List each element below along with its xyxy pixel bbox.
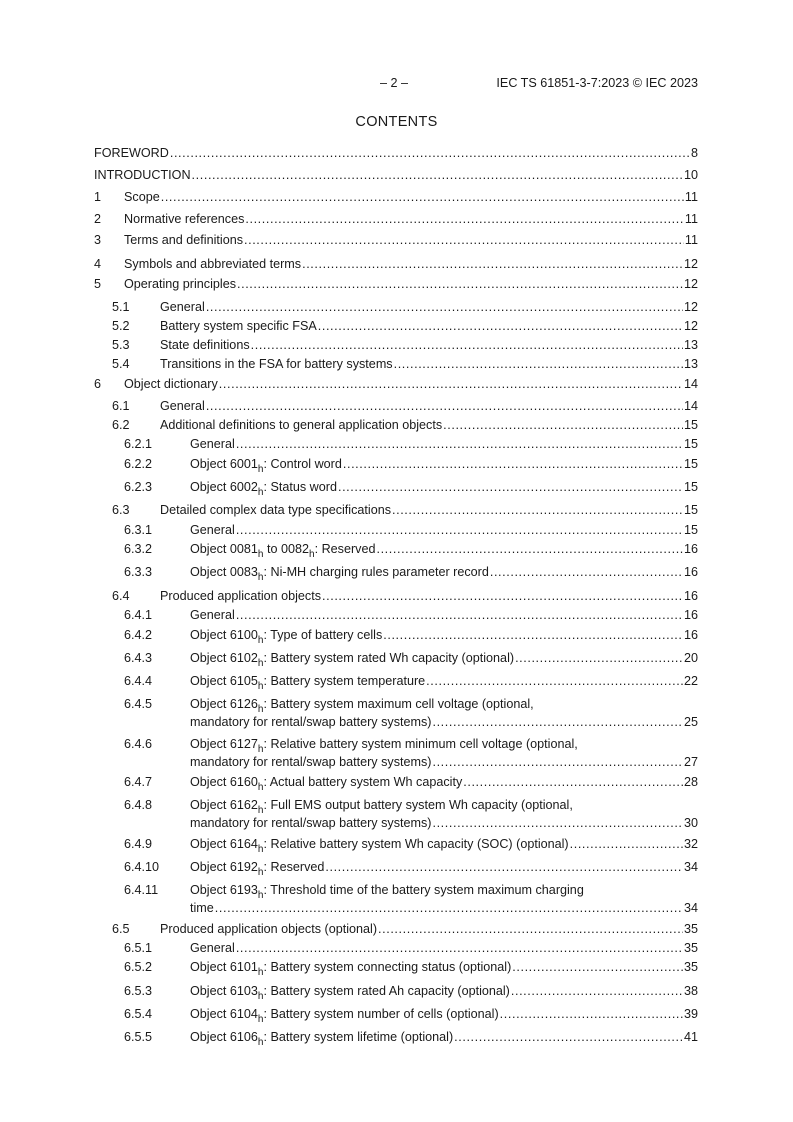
toc-entry-title: Produced application objects (optional) [160,922,378,936]
dot-leader [192,167,683,183]
dot-leader [515,650,683,666]
toc-entry-title: INTRODUCTION [94,168,191,182]
page-header [94,76,698,92]
toc-entry[interactable] [94,564,698,583]
toc-entry[interactable] [94,627,698,646]
toc-entry-number: 6.2.2 [124,457,153,471]
toc-entry[interactable] [94,836,698,855]
toc-entry[interactable] [94,232,698,248]
hex-subscript: h [257,744,264,755]
toc-entry-number: 6.4.4 [124,674,153,688]
toc-entry-title-continuation: time [190,901,214,915]
hex-subscript: h [257,782,264,793]
toc-entry-title: Object $6160_h$: Actual battery system Wh capacity [190,775,463,793]
hex-subscript: h [257,805,264,816]
dot-leader [343,456,683,472]
toc-entry-page: 10 [683,168,698,182]
toc-entry[interactable] [94,940,698,956]
toc-entry-page: 20 [683,651,698,665]
hex-subscript: h [257,635,264,646]
toc-entry-number: 6.4.10 [124,860,160,874]
hex-subscript: h [257,991,264,1002]
toc-entry-page: 27 [683,755,698,769]
hex-subscript: h [257,967,264,978]
toc-entry-page: 12 [683,319,698,333]
toc-entry-title: Object $6162_h$: Full EMS output battery system Wh capacity (optional, [190,798,573,816]
toc-entry-page: 34 [683,860,698,874]
toc-entry-number: 6.2.3 [124,480,153,494]
dot-leader [500,1006,683,1022]
toc-entry[interactable] [94,736,698,770]
document-reference: IEC TS 61851-3-7:2023 © IEC 2023 [496,76,698,90]
toc-entry[interactable] [94,167,698,183]
toc-entry-title: FOREWORD [94,146,169,160]
toc-entry-page: 12 [683,277,698,291]
toc-entry[interactable] [94,189,698,205]
toc-entry-number: 6.3 [112,503,130,517]
toc-entry-title: Additional definitions to general application objects [160,418,443,432]
toc-entry[interactable] [94,299,698,315]
toc-entry-title: Normative references [124,212,245,226]
dot-leader [244,232,684,248]
toc-entry-page: 28 [683,775,698,789]
toc-entry-title: Operating principles [124,277,237,291]
toc-entry-number: 6.5.1 [124,941,153,955]
toc-entry[interactable] [94,588,698,604]
toc-entry-title: Battery system specific FSA [160,319,317,333]
toc-entry-number: 6.4.7 [124,775,153,789]
toc-entry-title-continuation: mandatory for rental/swap battery systems) [190,755,432,769]
hex-subscript: h [257,681,264,692]
toc-entry-title-continuation: mandatory for rental/swap battery systems) [190,816,432,830]
hex-subscript: h [257,572,264,583]
dot-leader [392,502,683,518]
toc-entry-title: Produced application objects [160,589,322,603]
toc-entry-number: 6.5.2 [124,960,153,974]
toc-entry-number: 1 [94,190,102,204]
toc-entry[interactable] [94,145,698,161]
toc-entry-page: 13 [683,338,698,352]
toc-entry-title: Terms and definitions [124,233,244,247]
toc-entry-page: 12 [683,257,698,271]
toc-entry[interactable] [94,673,698,692]
toc-entry-page: 32 [683,837,698,851]
dot-leader [215,900,683,916]
dot-leader [219,376,683,392]
toc-entry[interactable] [94,696,698,730]
hex-subscript: h [257,1037,264,1048]
toc-entry-page: 12 [683,300,698,314]
toc-entry[interactable] [94,436,698,452]
toc-entry-title-continuation: mandatory for rental/swap battery systems) [190,715,432,729]
hex-subscript: h [309,549,315,560]
toc-entry-title: State definitions [160,338,250,352]
toc-entry-title: Object dictionary [124,377,218,391]
toc-entry-title: Object $6100_h$: Type of battery cells [190,628,383,646]
hex-subscript: h [257,844,264,855]
toc-entry-page: 16 [683,542,698,556]
dot-leader [512,959,683,975]
dot-leader [463,774,683,790]
toc-entry-page: 35 [683,941,698,955]
toc-entry-number: 6.5.4 [124,1007,153,1021]
toc-entry-title: Object $6164_h$: Relative battery system Wh capacity (SOC) (optional) [190,837,569,855]
toc-entry-title: Object $0081_h$ to $0082_h$: Reserved [190,542,376,560]
toc-entry-number: 6.2 [112,418,130,432]
dot-leader [251,337,683,353]
toc-entry-number: 6.3.2 [124,542,153,556]
toc-entry-number: 6.5.3 [124,984,153,998]
toc-entry-number: 6.3.1 [124,523,153,537]
dot-leader [318,318,683,334]
toc-entry-page: 15 [683,457,698,471]
toc-entry-page: 11 [684,190,698,204]
dot-leader [338,479,683,495]
toc-entry[interactable] [94,650,698,669]
toc-entry[interactable] [94,456,698,475]
hex-subscript: h [257,704,264,715]
toc-entry-number: 5.1 [112,300,130,314]
toc-entry-title: Object $6103_h$: Battery system rated Ah capacity (optional) [190,984,510,1002]
toc-entry-title: Transitions in the FSA for battery systems [160,357,393,371]
dot-leader [383,627,683,643]
toc-entry-number: 4 [94,257,102,271]
toc-entry[interactable] [94,502,698,518]
hex-subscript: h [257,867,264,878]
dot-leader [236,436,683,452]
hex-subscript: h [257,1014,264,1025]
toc-entry-page: 16 [683,628,698,642]
dot-leader [454,1029,683,1045]
toc-entry-number: 6.5.5 [124,1030,153,1044]
toc-entry[interactable] [94,541,698,560]
dot-leader [161,189,684,205]
toc-entry-page: 15 [683,480,698,494]
toc-entry-title: Object $6106_h$: Battery system lifetime (optional) [190,1030,454,1048]
toc-entry[interactable] [94,882,698,916]
toc-entry-number: 5.2 [112,319,130,333]
toc-entry[interactable] [94,417,698,433]
toc-entry-number: 6.4.11 [124,883,159,897]
dot-leader [443,417,683,433]
dot-leader [570,836,683,852]
dot-leader [511,983,683,999]
toc-entry-page: 16 [683,608,698,622]
toc-entry[interactable] [94,959,698,978]
dot-leader [394,356,683,372]
toc-entry-number: 5.4 [112,357,130,371]
toc-entry-page: 11 [684,212,698,226]
dot-leader [378,921,683,937]
toc-entry-title: Object $6126_h$: Battery system maximum cell voltage (optional, [190,697,534,715]
toc-entry[interactable] [94,1006,698,1025]
toc-entry-title: Detailed complex data type specifications [160,503,392,517]
toc-entry-number: 6.3.3 [124,565,153,579]
dot-leader [237,276,683,292]
toc-entry-page: 15 [683,418,698,432]
toc-entry-number: 6.4.8 [124,798,153,812]
toc-entry-title: Object $6002_h$: Status word [190,480,337,498]
toc-entry-page: 13 [683,357,698,371]
dot-leader [170,145,690,161]
toc-entry-number: 5 [94,277,102,291]
contents-title: CONTENTS [355,114,438,130]
toc-entry-title: General [160,300,205,314]
toc-entry[interactable] [94,337,698,353]
toc-entry-page: 41 [683,1030,698,1044]
toc-entry-page: 15 [683,437,698,451]
dot-leader [206,299,683,315]
dot-leader [236,607,683,623]
dot-leader [432,815,683,831]
toc-entry-page: 34 [683,901,698,915]
toc-entry-page: 15 [683,503,698,517]
toc-entry-number: 6.4.5 [124,697,153,711]
toc-entry-title: Object $0083_h$: Ni-MH charging rules parameter record [190,565,489,583]
toc-entry[interactable] [94,797,698,831]
toc-entry-page: 30 [683,816,698,830]
dot-leader [245,211,684,227]
toc-entry-title: Scope [124,190,160,204]
toc-entry-number: 6.4.9 [124,837,153,851]
dot-leader [236,940,683,956]
toc-entry-page: 39 [683,1007,698,1021]
toc-entry[interactable] [94,398,698,414]
toc-entry-page: 11 [684,233,698,247]
toc-entry[interactable] [94,774,698,793]
dot-leader [432,714,683,730]
hex-subscript: h [257,464,264,475]
toc-entry-title: Object $6127_h$: Relative battery system minimum cell voltage (optional, [190,737,578,755]
toc-entry[interactable] [94,522,698,538]
page-number: – 2 – [380,76,409,90]
toc-entry-number: 6.4.2 [124,628,153,642]
toc-entry-number: 6.1 [112,399,130,413]
toc-entry-page: 38 [683,984,698,998]
toc-entry-title: Object $6193_h$: Threshold time of the battery system maximum charging [190,883,584,901]
hex-subscript: h [257,890,264,901]
dot-leader [325,859,683,875]
toc-entry-page: 8 [690,146,698,160]
toc-entry-number: 6.5 [112,922,130,936]
toc-entry-number: 6.4.6 [124,737,153,751]
toc-entry-number: 6 [94,377,102,391]
toc-entry-number: 6.4.1 [124,608,153,622]
toc-entry-number: 6.2.1 [124,437,153,451]
toc-entry[interactable] [94,211,698,227]
dot-leader [322,588,683,604]
toc-entry-number: 6.4.3 [124,651,153,665]
toc-entry-title: General [160,399,205,413]
dot-leader [206,398,683,414]
toc-entry-page: 16 [683,589,698,603]
toc-entry[interactable] [94,276,698,292]
toc-entry-title: General [190,608,235,622]
hex-subscript: h [257,487,264,498]
toc-entry[interactable] [94,921,698,937]
toc-entry-page: 35 [683,960,698,974]
toc-entry-number: 5.3 [112,338,130,352]
toc-entry-page: 35 [683,922,698,936]
toc-entry[interactable] [94,356,698,372]
toc-entry-title: Object $6001_h$: Control word [190,457,342,475]
toc-entry[interactable] [94,607,698,623]
dot-leader [432,754,683,770]
toc-entry[interactable] [94,479,698,498]
toc-entry-page: 14 [683,399,698,413]
toc-entry[interactable] [94,983,698,1002]
toc-entry-page: 15 [683,523,698,537]
toc-entry-title: General [190,523,235,537]
dot-leader [302,256,683,272]
hex-subscript: h [257,658,264,669]
hex-subscript: h [257,549,264,560]
toc-entry-title: Symbols and abbreviated terms [124,257,302,271]
dot-leader [426,673,683,689]
toc-entry-number: 2 [94,212,102,226]
toc-entry-title: Object $6101_h$: Battery system connecting status (optional) [190,960,512,978]
dot-leader [376,541,683,557]
toc-entry-number: 3 [94,233,102,247]
toc-entry-title: Object $6105_h$: Battery system temperature [190,674,426,692]
dot-leader [236,522,683,538]
toc-entry[interactable] [94,318,698,334]
toc-entry-title: Object $6104_h$: Battery system number of cells (optional) [190,1007,499,1025]
toc-entry-title: General [190,941,235,955]
toc-entry-page: 25 [683,715,698,729]
toc-entry-page: 22 [683,674,698,688]
dot-leader [490,564,683,580]
toc-entry-page: 16 [683,565,698,579]
toc-entry[interactable] [94,376,698,392]
toc-entry-title: Object $6102_h$: Battery system rated Wh capacity (optional) [190,651,515,669]
toc-entry-page: 14 [683,377,698,391]
toc-entry[interactable] [94,256,698,272]
toc-entry[interactable] [94,859,698,878]
toc-entry-number: 6.4 [112,589,130,603]
toc-entry-title: General [190,437,235,451]
toc-entry-title: Object $6192_h$: Reserved [190,860,325,878]
toc-entry[interactable] [94,1029,698,1048]
